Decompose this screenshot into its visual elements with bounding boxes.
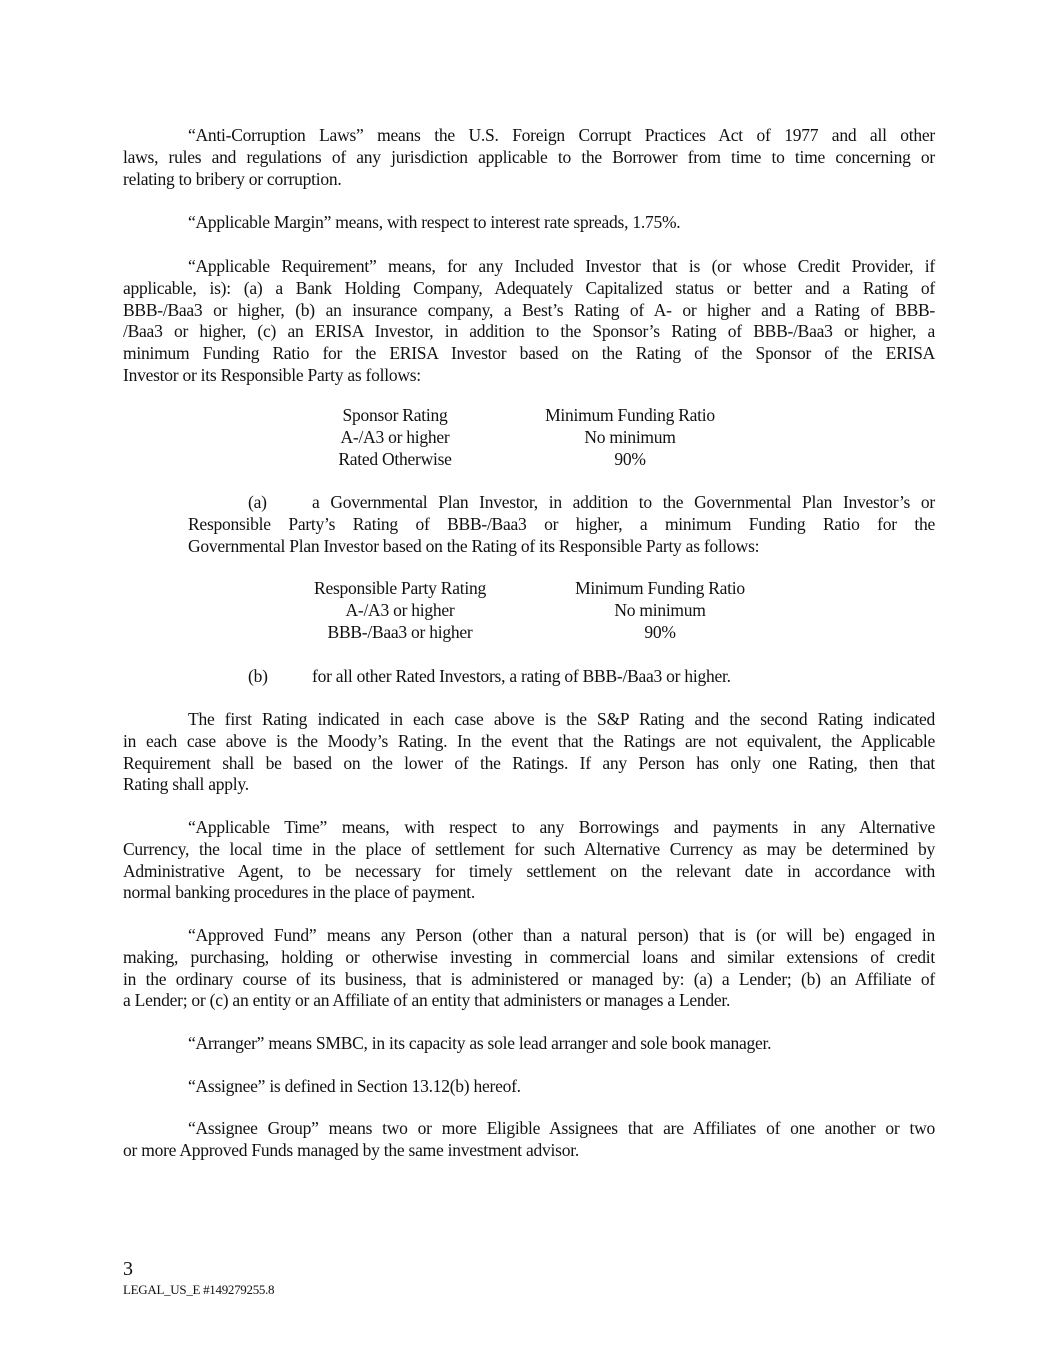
- text-line: relating to bribery or corruption.: [123, 168, 342, 189]
- text-line: “Applicable Margin” means, with respect to interest rate spreads, 1.75%.: [188, 212, 681, 232]
- table-row: [290, 600, 810, 622]
- text-line: “Applicable Requirement” means, for any Included Investor that is (or whose Credit Provider, if: [188, 256, 935, 276]
- text-line: in the ordinary course of its business, that is administered or managed by: (a) a Lender; (b) an Affiliate of: [123, 968, 935, 989]
- text-line: “Assignee Group” means two or more Eligible Assignees that are Affiliates of one another or two: [188, 1118, 935, 1138]
- table-header-cell: Minimum Funding Ratio: [575, 578, 745, 598]
- text-line: “Arranger” means SMBC, in its capacity as sole lead arranger and sole book manager.: [188, 1033, 772, 1053]
- text-line: Rating shall apply.: [123, 774, 249, 795]
- definition-anti-corruption-laws: [123, 125, 935, 190]
- text-line: making, purchasing, holding or otherwise investing in commercial loans and similar extensions of credit: [123, 946, 935, 967]
- table-header-cell: Sponsor Rating: [342, 405, 448, 425]
- text-line: “Applicable Time” means, with respect to any Borrowings and payments in any Alternative: [188, 817, 935, 837]
- text-line: Currency, the local time in the place of settlement for such Alternative Currency as may be determined by: [123, 838, 935, 859]
- table-cell: A-/A3 or higher: [340, 426, 450, 447]
- table-cell: 90%: [614, 448, 646, 469]
- document-id: LEGAL_US_E #149279255.8: [123, 1282, 275, 1297]
- text-line: Investor or its Responsible Party as follows:: [123, 364, 421, 385]
- text-line: applicable, is): (a) a Bank Holding Company, Adequately Capitalized status or better and a Rating of: [123, 277, 935, 298]
- clause-b: [188, 666, 935, 688]
- definition-arranger: [123, 1033, 935, 1055]
- text-line: “Approved Fund” means any Person (other than a natural person) that is (or will be) engaged in: [188, 925, 935, 945]
- clause-label: (a): [248, 492, 267, 512]
- text-line: or more Approved Funds managed by the same investment advisor.: [123, 1139, 579, 1160]
- definition-applicable-time: [123, 817, 935, 904]
- text-line: in each case above is the Moody’s Rating. In the event that the Ratings are not equivalent, the Applicable: [123, 730, 935, 751]
- definition-applicable-requirement: [123, 256, 935, 387]
- definition-assignee-group: [123, 1118, 935, 1162]
- definition-ratings-note: [123, 709, 935, 796]
- text-line: a Governmental Plan Investor, in addition to the Governmental Plan Investor’s or: [312, 492, 935, 512]
- table-cell: Rated Otherwise: [338, 448, 452, 469]
- sponsor-table: [310, 405, 780, 470]
- text-line: for all other Rated Investors, a rating of BBB-/Baa3 or higher.: [312, 666, 731, 686]
- responsible-party-table: [290, 578, 810, 643]
- definition-approved-fund: [123, 925, 935, 1012]
- table-cell: No minimum: [584, 426, 676, 447]
- table-cell: BBB-/Baa3 or higher: [327, 621, 473, 642]
- definition-assignee: [123, 1076, 935, 1098]
- definition-applicable-margin: [123, 212, 935, 234]
- text-line: Administrative Agent, to be necessary for timely settlement on the relevant date in accordance with: [123, 860, 935, 881]
- clause-label: (b): [248, 666, 268, 686]
- table-row: [310, 427, 780, 449]
- text-line: a Lender; or (c) an entity or an Affiliate of an entity that administers or manages a Lender.: [123, 990, 731, 1011]
- page-number: 3: [123, 1258, 133, 1280]
- table-header-cell: Responsible Party Rating: [314, 578, 486, 598]
- text-line: normal banking procedures in the place of payment.: [123, 882, 475, 903]
- text-line: “Assignee” is defined in Section 13.12(b) hereof.: [188, 1076, 521, 1096]
- text-line: Governmental Plan Investor based on the Rating of its Responsible Party as follows:: [188, 535, 760, 556]
- table-header-row: [310, 405, 780, 427]
- table-row: [310, 449, 780, 471]
- table-header-cell: Minimum Funding Ratio: [545, 405, 715, 425]
- text-line: laws, rules and regulations of any jurisdiction applicable to the Borrower from time to time concerning or: [123, 146, 935, 167]
- table-cell: A-/A3 or higher: [345, 599, 455, 620]
- text-line: Responsible Party’s Rating of BBB-/Baa3 or higher, a minimum Funding Ratio for the: [188, 513, 935, 534]
- table-cell: 90%: [644, 621, 676, 642]
- text-line: “Anti-Corruption Laws” means the U.S. Foreign Corrupt Practices Act of 1977 and all other: [188, 125, 935, 145]
- text-line: BBB-/Baa3 or higher, (b) an insurance company, a Best’s Rating of A- or higher and a Rating of BBB-: [123, 299, 935, 320]
- table-row: [290, 622, 810, 644]
- table-cell: No minimum: [614, 599, 706, 620]
- text-line: Requirement shall be based on the lower of the Ratings. If any Person has only one Rating, then that: [123, 752, 935, 773]
- text-line: minimum Funding Ratio for the ERISA Investor based on the Rating of the Sponsor of the ERISA: [123, 343, 935, 364]
- table-header-row: [290, 578, 810, 600]
- text-line: The first Rating indicated in each case above is the S&P Rating and the second Rating indicated: [188, 709, 935, 729]
- text-line: /Baa3 or higher, (c) an ERISA Investor, in addition to the Sponsor’s Rating of BBB-/Baa3 or higher, a: [123, 321, 935, 342]
- clause-a: [188, 492, 935, 557]
